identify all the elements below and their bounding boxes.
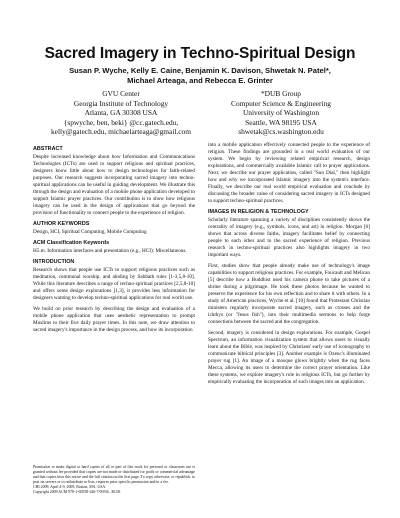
right-column bbox=[208, 142, 370, 390]
abstract-text: Despite increased knowledge about how Information and Communications Technologies (ICTs) are used to support religious and spiritual practices, designers know little about how to design technologies for faith-related purposes. Our research suggests incorporating sacred imagery into techno-spiritual applications can be useful in guiding development. We illustrate this through the design and evaluation of a mobile phone application developed to support Islamic prayer practices. Our contribution is to show how religious imagery can be used in the design of applications that go beyond the provision of functionality to connect people to the experience of religion. bbox=[33, 154, 195, 216]
abstract-heading: ABSTRACT bbox=[33, 146, 63, 152]
affiliation-address: Seattle, WA 98195 USA bbox=[245, 117, 317, 127]
body-paragraph: First, studies show that people already make use of technology's image capabilities to support religious practices. For example, Foucault and Melican [5] describe how a Buddhist used his camera phone to take pictures of a shrine during a pilgrimage. He took these photos because he wanted to preserve the experience for his own reflection and to share it with others. In a study of American practices, Wyche et al. [10] found that Protestant Christian ministers regularly incorporate sacred imagery, such as crosses and the ichthys (or "Jesus fish"), into their multimedia sermons to help forge connections between the sacred and the congregation. bbox=[208, 263, 370, 325]
affiliation-dub bbox=[190, 89, 372, 137]
left-column bbox=[33, 142, 195, 338]
introduction-heading: INTRODUCTION bbox=[33, 259, 75, 265]
affiliation-institution: Georgia Institute of Technology bbox=[73, 98, 169, 108]
affiliation-emails: shwetak@cs.washington.edu bbox=[238, 127, 324, 137]
affiliation-address: Atlanta, GA 30308 USA bbox=[84, 108, 158, 118]
copyright-line: Copyright 2009 ACM 978-1-60558-246-7/09/04...$5.00. bbox=[33, 489, 122, 494]
author-line-2: Michael Arteaga, and Rebecca E. Grinter bbox=[127, 76, 273, 85]
affiliation-emails: kelly@gatech.edu, michaelarteaga@gmail.com bbox=[50, 127, 191, 137]
keywords-heading: AUTHOR KEYWORDS bbox=[33, 221, 90, 227]
affiliation-name: GVU Center bbox=[102, 89, 140, 98]
body-paragraph: Scholarly literature spanning a variety of disciplines consistently shows the centrality of imagery (e.g., symbols, icons, and art) in religion. Morgan [6] shows that across diverse faiths, imagery facilitates belief by connecting people to each other and to the sacred experience of religion. Previous research in techno-spiritual practices also highlights imagery in two important ways. bbox=[208, 217, 370, 258]
conference-line: CHI 2009, April 4-9, 2009, Boston, MA, USA. bbox=[33, 484, 107, 489]
affiliation-university: University of Washington bbox=[242, 108, 320, 118]
introduction-paragraph: Research shows that people use ICTs to support religious practices such as meditation, communal worship, and abiding by Sabbath rules [1-3,5,8-10]. While this literature describes a range of techno-spiritual practices [2,5,8-10] and offers some design explorations [1,3], it provides less information for designers wanting to develop techno-spiritual applications for real world use. bbox=[33, 267, 195, 301]
permission-text: Permission to make digital or hard copies of all or part of this work for personal or classroom use is granted without fee provided that copies are not made or distributed for profit or commercial advantage and that copies bear this notice and the full citation on the first page. To copy otherwise, or republish, to post on servers or to redistribute to lists, requires prior specific permission and/or a fee. bbox=[33, 465, 195, 484]
introduction-paragraph: We build on prior research by describing the design and evaluation of a mobile phone application that uses aesthetic representation to prompt Muslims to their five daily prayer times. In this note, we draw attention to sacred imagery's importance in the design process, and how its incorporation bbox=[33, 306, 195, 333]
acm-heading: ACM Classification Keywords bbox=[33, 240, 110, 246]
affiliation-institution: Computer Science & Engineering bbox=[231, 98, 331, 108]
affiliation-name: *DUB Group bbox=[260, 89, 302, 98]
keywords-text: Design, HCI, Spiritual Computing, Mobile Computing bbox=[33, 229, 147, 235]
body-paragraph: into a mobile application effectively connected people to the experience of religion. These findings are grounded in a real world evaluation of our system. We begin by reviewing related empirical research, design explorations, and commercially available Islamic call to prayer applications. Next, we describe our prayer application, called "Sun Dial," then highlight how and why we incorporated Islamic imagery into the system's interface. Finally, we describe our real world empirical evaluation and conclude by discussing the broader value of considering sacred imagery in ICTs designed to support techno-spiritual practices. bbox=[208, 142, 370, 204]
body-paragraph: Second, imagery is considered in design explorations. For example, Gospel Spectrum, an information visualization system that allows users to visually learn about the Bible, was inspired by Christians' early use of iconography to communicate biblical principles [3]. Another example is Ozenc's illuminated prayer rug [1]. An image of a mosque glows brightly when the rug faces Mecca, allowing its users to determine the correct prayer orientation. Like these systems, we explore imagery's role in religious ICTs, but go further by empirically evaluating the incorporation of such images into an application. bbox=[208, 330, 370, 385]
affiliation-emails: {spwyche, ben, beki} @cc.gatech.edu, bbox=[63, 117, 179, 127]
author-line-1: Susan P. Wyche, Kelly E. Caine, Benjamin K. Davison, Shwetak N. Patel*, bbox=[69, 66, 331, 75]
affiliation-gvu bbox=[30, 89, 212, 137]
author-list bbox=[0, 66, 400, 86]
images-section-heading: IMAGES IN RELIGION & TECHNOLOGY bbox=[208, 209, 309, 215]
permission-notice bbox=[33, 465, 195, 494]
paper-title: Sacred Imagery in Techno-Spiritual Design bbox=[44, 45, 356, 62]
acm-text: H5.m. Information interfaces and presentation (e.g., HCI): Miscellaneous. bbox=[33, 248, 187, 254]
